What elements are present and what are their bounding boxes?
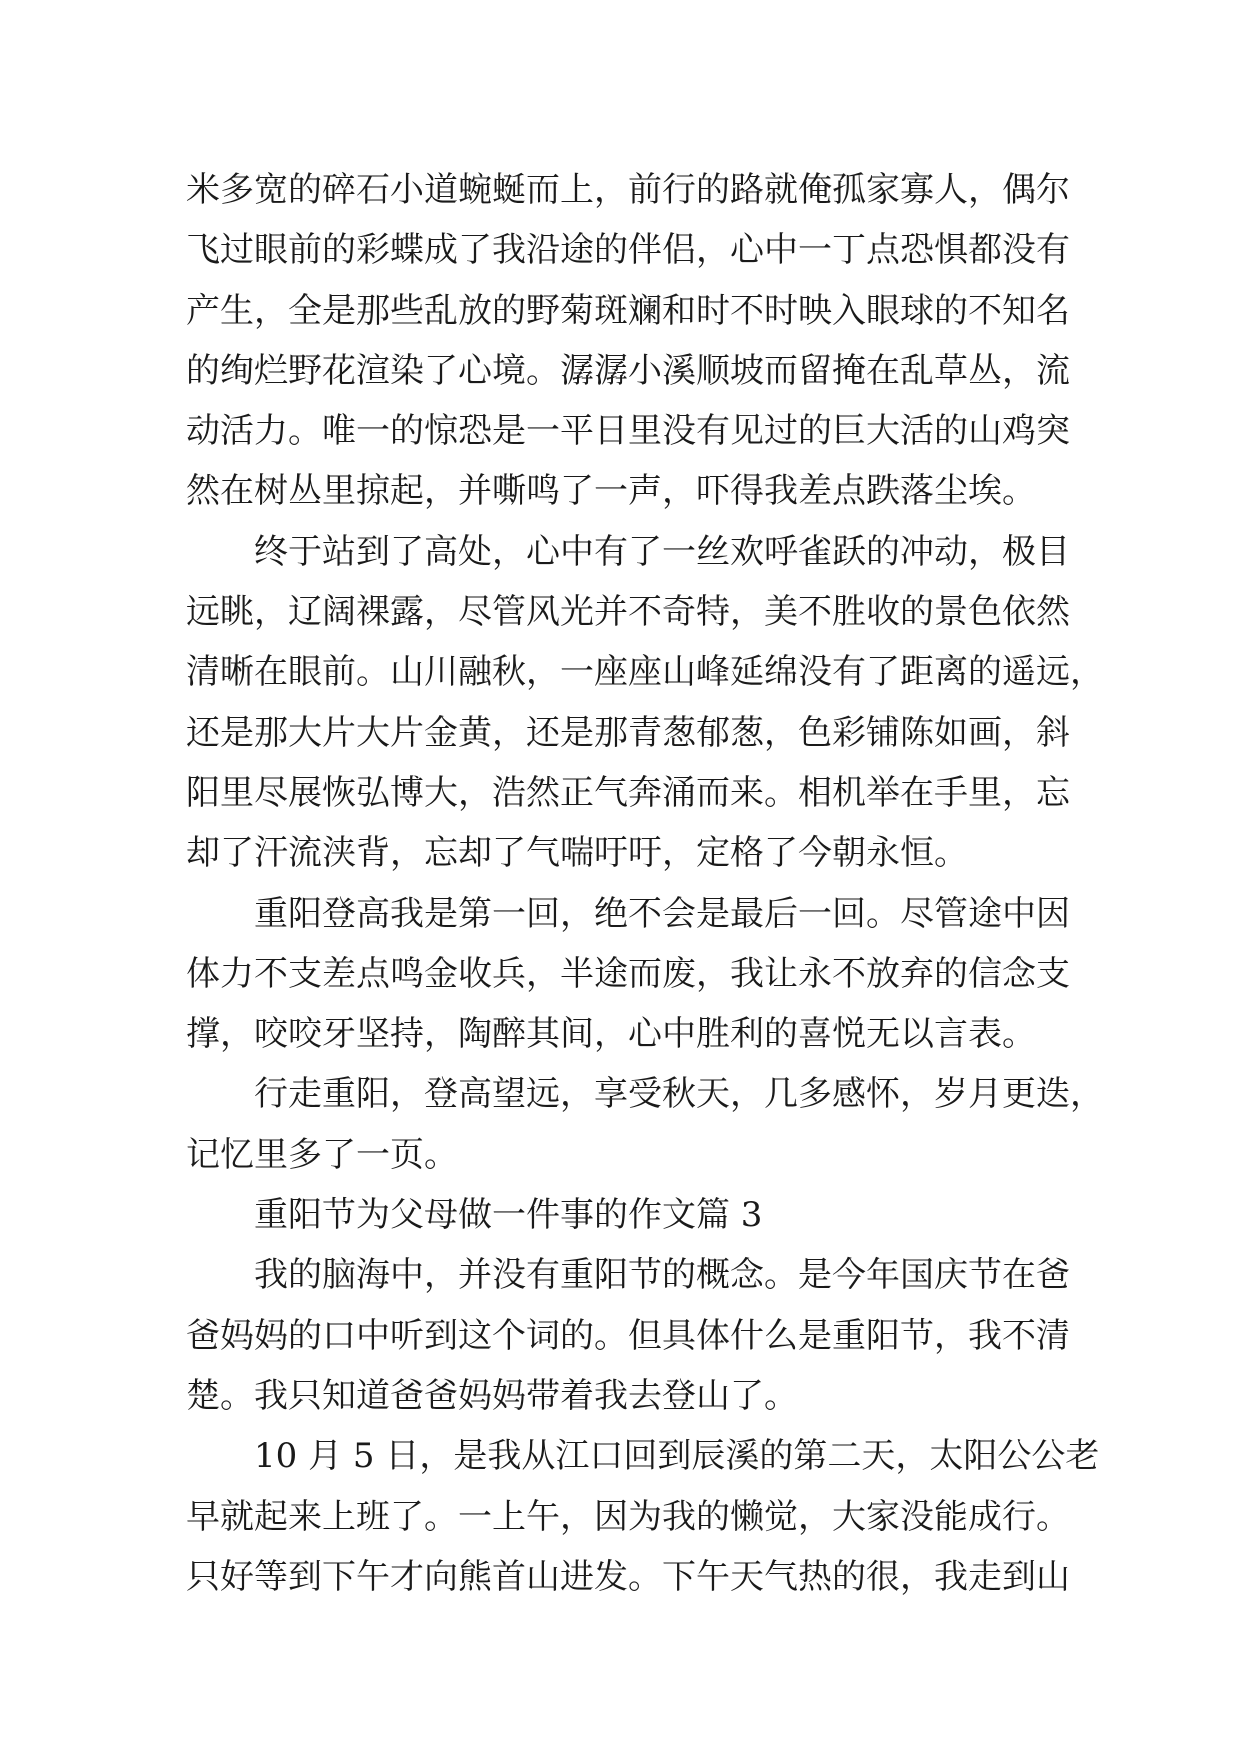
- text-line: 的绚烂野花渲染了心境。潺潺小溪顺坡而留掩在乱草丛，流: [186, 350, 1070, 391]
- text-line: 撑，咬咬牙坚持，陶醉其间，心中胜利的喜悦无以言表。: [186, 1014, 1036, 1055]
- text-line: 动活力。唯一的惊恐是一平日里没有见过的巨大活的山鸡突: [186, 411, 1070, 452]
- text-line: 记忆里多了一页。: [186, 1134, 458, 1175]
- text-line: 只好等到下午才向熊首山进发。下午天气热的很，我走到山: [186, 1556, 1070, 1597]
- text-line: 我的脑海中，并没有重阳节的概念。是今年国庆节在爸: [254, 1255, 1070, 1296]
- text-line: 重阳登高我是第一回，绝不会是最后一回。尽管途中因: [254, 893, 1070, 934]
- text-line: 产生，全是那些乱放的野菊斑斓和时不时映入眼球的不知名: [186, 290, 1070, 331]
- text-line: 10 月 5 日，是我从江口回到辰溪的第二天，太阳公公老: [254, 1436, 1100, 1477]
- text-line: 米多宽的碎石小道蜿蜒而上，前行的路就俺孤家寡人，偶尔: [186, 170, 1070, 210]
- text-line: 爸妈妈的口中听到这个词的。但具体什么是重阳节，我不清: [186, 1315, 1070, 1356]
- text-line: 阳里尽展恢弘博大，浩然正气奔涌而来。相机举在手里，忘: [186, 772, 1070, 813]
- text-line: 楚。我只知道爸爸妈妈带着我去登山了。: [186, 1375, 798, 1416]
- text-line: 还是那大片大片金黄，还是那青葱郁葱，色彩铺陈如画，斜: [186, 712, 1070, 753]
- text-line: 然在树丛里掠起，并嘶鸣了一声，吓得我差点跌落尘埃。: [186, 471, 1036, 512]
- text-line: 体力不支差点鸣金收兵，半途而废，我让永不放弃的信念支: [186, 953, 1070, 994]
- text-line: 早就起来上班了。一上午，因为我的懒觉，大家没能成行。: [186, 1496, 1070, 1537]
- text-line: 飞过眼前的彩蝶成了我沿途的伴侣，心中一丁点恐惧都没有: [186, 230, 1070, 271]
- body-text: [186, 160, 1104, 1607]
- text-line: 终于站到了高处，心中有了一丝欢呼雀跃的冲动，极目: [254, 531, 1070, 572]
- text-line: 行走重阳，登高望远，享受秋天，几多感怀，岁月更迭，: [254, 1074, 1104, 1115]
- text-line: 却了汗流浃背，忘却了气喘吁吁，定格了今朝永恒。: [186, 833, 968, 874]
- text-line: 远眺，辽阔裸露，尽管风光并不奇特，美不胜收的景色依然: [186, 592, 1070, 633]
- text-line: 清晰在眼前。山川融秋，一座座山峰延绵没有了距离的遥远，: [186, 652, 1104, 693]
- text-line: 重阳节为父母做一件事的作文篇 3: [254, 1195, 763, 1236]
